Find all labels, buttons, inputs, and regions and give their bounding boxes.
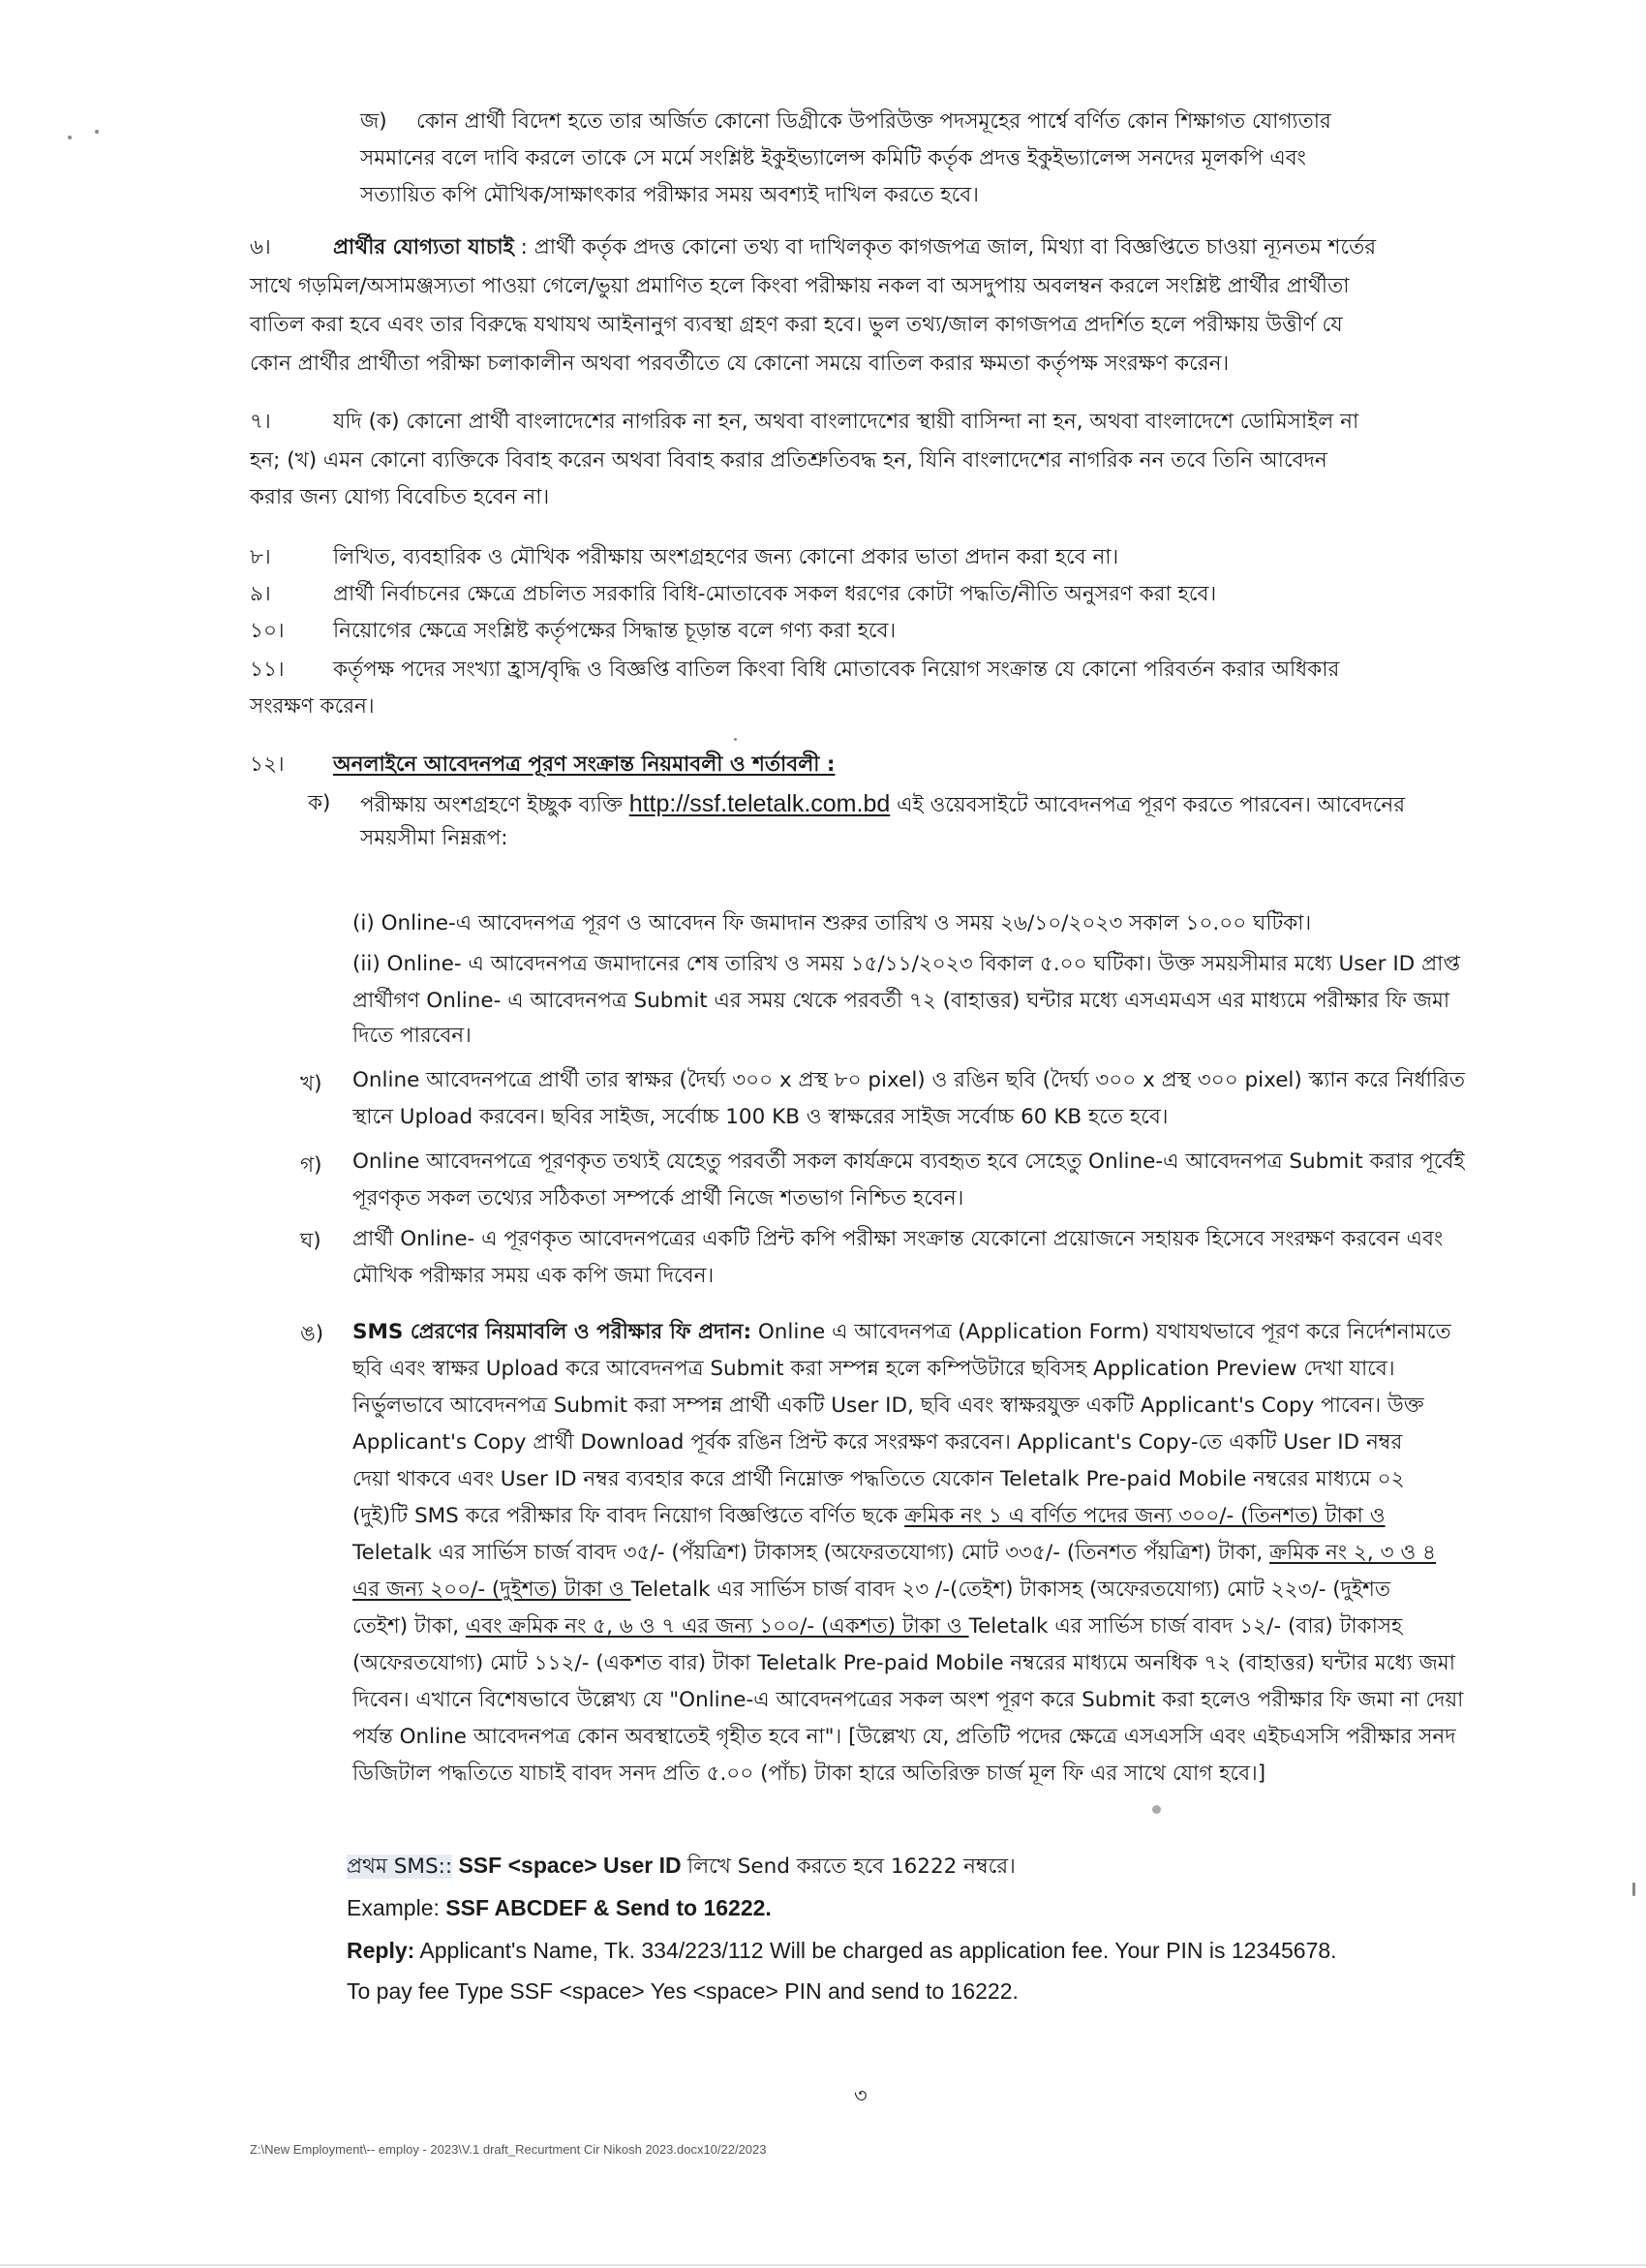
item-10-number: ১০। [250, 619, 285, 643]
item-7-number: ৭। [250, 410, 271, 434]
sms-rules-fee-text: এবং ক্রমিক নং ৫, ৬ ও ৭ এর জন্য ১০০/- (একশত) টাকা ও [465, 1614, 969, 1639]
item-12-heading: অনলাইনে আবেদনপত্র পূরণ সংক্রান্ত নিয়মাবলী ও শর্তাবলী : [333, 752, 836, 777]
item-12-ga-line: পূরণকৃত সকল তথ্যের সঠিকতা সম্পর্কে প্রার্থী নিজে শতভাগ নিশ্চিত হবেন। [352, 1186, 964, 1211]
item-9-number: ৯। [250, 582, 271, 606]
item-6-line: বাতিল করা হবে এবং তার বিরুদ্ধে যথাযথ আইনানুগ ব্যবস্থা গ্রহণ করা হবে। ভুল তথ্য/জাল কাগজপত্র প্রদর্শিত হলে পরীক্ষায় উত্তীর্ণ যে [250, 313, 1343, 337]
item-jha-line: কোন প্রার্থী বিদেশ হতে তার অর্জিত কোনো ডিগ্রীকে উপরিউক্ত পদসমূহের পার্শ্বে বর্ণিত কোন শিক্ষাগত যোগ্যতার [416, 109, 1331, 134]
example-value: SSF ABCDEF & Send to 16222. [445, 1895, 772, 1920]
sms-rules-line: পর্যন্ত Online আবেদনপত্র কোন অবস্থাতেই গৃহীত হবে না"। [উল্লেখ্য যে, প্রতিটি পদের ক্ষেত্রে এসএসসি এবং এইচএসসি পরীক্ষার সনদ [352, 1725, 1456, 1749]
reply-line [347, 1935, 1337, 1966]
item-6-line: কোন প্রার্থীর প্রার্থীতা পরীক্ষা চলাকালীন অথবা পরবর্তীতে যে কোনো সময়ে বাতিল করার ক্ষমতা কর্তৃপক্ষ সংরক্ষণ করেন। [250, 352, 1230, 376]
item-6-line: সাথে গড়মিল/অসামঞ্জস্যতা পাওয়া গেলে/ভুয়া প্রমাণিত হলে কিংবা পরীক্ষায় নকল বা অসদুপায় অবলম্বন করলে সংশ্লিষ্ট প্রার্থীর প্রার্থীতা [250, 274, 1350, 298]
footer-file-path: Z:\New Employment\-- employ - 2023\V.1 draft_Recurtment Cir Nikosh 2023.docx10/22/2023 [250, 2142, 767, 2157]
item-12-kha-marker: খ) [300, 1072, 322, 1096]
item-12-ka-line: সময়সীমা নিম্নরূপ: [360, 826, 508, 850]
item-jha-line: সত্যায়িত কপি মৌখিক/সাক্ষাৎকার পরীক্ষার সময় অবশ্যই দাখিল করতে হবে। [360, 183, 979, 207]
item-12-ka-pre: পরীক্ষায় অংশগ্রহণে ইচ্ছুক ব্যক্তি [360, 793, 629, 817]
item-jha-marker: জ) [360, 109, 387, 134]
item-6-line-rest: : প্রার্থী কর্তৃক প্রদত্ত কোনো তথ্য বা দাখিলকৃত কাগজপত্র জাল, মিথ্যা বা বিজ্ঞপ্তিতে চাওয়া ন্যূনতম শর্তের [513, 235, 1377, 260]
item-8-number: ৮। [250, 545, 271, 569]
start-date-line: (i) Online-এ আবেদনপত্র পূরণ ও আবেদন ফি জমাদান শুরুর তারিখ ও সময় ২৬/১০/২০২৩ সকাল ১০.০০ ঘটিকা। [352, 911, 1312, 935]
item-6-heading: প্রার্থীর যোগ্যতা যাচাই [333, 235, 514, 260]
sms-rules-line: ছবি এবং স্বাক্ষর Upload করে আবেদনপত্র Submit করা সম্পন্ন হলে কম্পিউটারে ছবিসহ Application Preview দেখা যাবে। [352, 1357, 1395, 1381]
sms-rules-text: Teletalk এর সার্ভিস চার্জ বাবদ ১২/- (বার) টাকাসহ [968, 1614, 1403, 1639]
scan-speck [95, 130, 99, 134]
first-sms-command: SSF <space> User ID [452, 1853, 687, 1878]
sms-rules-line: Applicant's Copy প্রার্থী Download পূর্বক রঙিন প্রিন্ট করে সংরক্ষণ করবেন। Applicant's Copy-তে একটি User ID নম্বর [352, 1430, 1403, 1455]
page-bottom-edge [0, 2264, 1646, 2266]
item-12-kha-line: স্থানে Upload করবেন। ছবির সাইজ, সর্বোচ্চ 100 KB ও স্বাক্ষরের সাইজ সর্বোচ্চ 60 KB হতে হবে। [352, 1105, 1169, 1129]
item-12-ka-line [360, 788, 1405, 821]
reply-text: Applicant's Name, Tk. 334/223/112 Will be charged as application fee. Your PIN is 12345678. [414, 1938, 1337, 1963]
reply-label: Reply: [347, 1938, 415, 1963]
sms-rules-line [352, 1501, 1386, 1532]
sms-rules-line [352, 1611, 1402, 1642]
item-9-text: প্রার্থী নির্বাচনের ক্ষেত্রে প্রচলিত সরকারি বিধি-মোতাবেক সকল ধরণের কোটা পদ্ধতি/নীতি অনুসরণ করা হবে। [333, 582, 1217, 606]
first-sms-rest: লিখে Send করতে হবে 16222 নম্বরে। [686, 1854, 1016, 1879]
scan-speck [68, 136, 72, 139]
end-date-line: প্রার্থীগণ Online- এ আবেদনপত্র Submit এর সময় থেকে পরবর্তী ৭২ (বাহাত্তর) ঘন্টার মধ্যে এসএমএস এর মাধ্যমে পরীক্ষার ফি জমা [352, 989, 1450, 1013]
sms-rules-heading: SMS প্রেরণের নিয়মাবলি ও পরীক্ষার ফি প্রদান: [352, 1320, 752, 1344]
sms-rules-line: (অফেরতযোগ্য) মোট ১১২/- (একশত বার) টাকা Teletalk Pre-paid Mobile নম্বরের মাধ্যমে অনধিক ৭২ (বাহাত্তর) ঘন্টার মধ্যে জমা [352, 1651, 1455, 1675]
item-8-text: লিখিত, ব্যবহারিক ও মৌখিক পরীক্ষায় অংশগ্রহণের জন্য কোনো প্রকার ভাতা প্রদান করা হবে না। [333, 545, 1119, 569]
sms-rules-line [352, 1538, 1436, 1569]
sms-rules-text: তেইশ) টাকা, [352, 1614, 466, 1639]
example-label: Example: [347, 1895, 446, 1920]
sms-rules-text: Teletalk এর সার্ভিস চার্জ বাবদ ২৩ /-(তেইশ) টাকাসহ (অফেরতযোগ্য) মোট ২২৩/- (দুইশত [630, 1578, 1391, 1602]
sms-rules-line: নির্ভুলভাবে আবেদনপত্র Submit করা সম্পন্ন প্রার্থী একটি User ID, ছবি এবং স্বাক্ষরযুক্ত একটি Applicant's Copy পাবেন। উক্ত [352, 1394, 1424, 1418]
item-jha-line: সমমানের বলে দাবি করলে তাকে সে মর্মে সংশ্লিষ্ট ইকুইভ্যালেন্স কমিটি কর্তৃক প্রদত্ত ইকুইভ্যালেন্স সনদের মূলকপি এবং [360, 146, 1306, 170]
item-12-ka-marker: ক) [308, 791, 331, 815]
item-12-ga-line: Online আবেদনপত্রে পূরণকৃত তথ্যই যেহেতু পরবর্তী সকল কার্যক্রমে ব্যবহৃত হবে সেহেতু Online-এ আবেদনপত্র Submit করার পূর্বেই [352, 1149, 1465, 1174]
sms-rules-fee-text: ক্রমিক নং ১ এ বর্ণিত পদের জন্য ৩০০/- (তিনশত) টাকা ও [904, 1504, 1386, 1528]
item-7-line: করার জন্য যোগ্য বিবেচিত হবেন না। [250, 485, 550, 509]
item-12-ka-post: এই ওয়েবসাইটে আবেদনপত্র পূরণ করতে পারবেন। আবেদনের [890, 793, 1406, 817]
item-12-ga-marker: গ) [300, 1153, 322, 1178]
item-10-text: নিয়োগের ক্ষেত্রে সংশ্লিষ্ট কর্তৃপক্ষের সিদ্ধান্ত চূড়ান্ত বলে গণ্য করা হবে। [333, 619, 897, 643]
scan-speck [734, 738, 737, 741]
item-11-text: সংরক্ষণ করেন। [250, 694, 375, 719]
sms-rules-line: ডিজিটাল পদ্ধতিতে যাচাই বাবদ সনদ প্রতি ৫.০০ (পাঁচ) টাকা হারে অতিরিক্ত চার্জ মূল ফি এর সাথে যোগ হবে।] [352, 1762, 1266, 1786]
item-12-gha-line: প্রার্থী Online- এ পূরণকৃত আবেদনপত্রের একটি প্রিন্ট কপি পরীক্ষা সংক্রান্ত যেকোনো প্রয়োজনে সহায়ক হিসেবে সংরক্ষণ করবেন এবং [352, 1227, 1444, 1251]
item-7-line: হন; (খ) এমন কোনো ব্যক্তিকে বিবাহ করেন অথবা বিবাহ করার প্রতিশ্রুতিবদ্ধ হন, যিনি বাংলাদেশের নাগরিক নন তবে তিনি আবেদন [250, 448, 1327, 473]
item-6-line [333, 232, 1376, 263]
application-website-link[interactable]: http://ssf.teletalk.com.bd [628, 790, 891, 817]
example-line [347, 1892, 772, 1923]
sms-rules-line [352, 1575, 1390, 1606]
item-6-number: ৬। [250, 235, 271, 260]
item-12-uma-marker: ঙ) [300, 1322, 324, 1346]
sms-rules-fee-text: এর জন্য ২০০/- (দুইশত) টাকা ও [352, 1578, 631, 1602]
reply-line: To pay fee Type SSF <space> Yes <space> PIN and send to 16222. [347, 1978, 1019, 2004]
scan-speck [1152, 1805, 1161, 1814]
first-sms-line [347, 1850, 1016, 1883]
sms-rules-fee-text: ক্রমিক নং ২, ৩ ও ৪ [1269, 1541, 1436, 1565]
sms-rules-line-rest: Online এ আবেদনপত্র (Application Form) যথাযথভাবে পূরণ করে নির্দেশনামতে [751, 1320, 1451, 1344]
end-date-line: দিতে পারবেন। [352, 1024, 472, 1048]
item-12-gha-marker: ঘ) [300, 1229, 321, 1253]
item-12-kha-line: Online আবেদনপত্রে প্রার্থী তার স্বাক্ষর (দৈর্ঘ্য ৩০০ x প্রস্থ ৮০ pixel) ও রঙিন ছবি (দৈর্ঘ্য ৩০০ x প্রস্থ ৩০০ pixel) স্ক্যান করে নির্ধারিত [352, 1068, 1465, 1092]
item-11-text: কর্তৃপক্ষ পদের সংখ্যা হ্রাস/বৃদ্ধি ও বিজ্ঞপ্তি বাতিল কিংবা বিধি মোতাবেক নিয়োগ সংক্রান্ত যে কোনো পরিবর্তন করার অধিকার [333, 658, 1340, 682]
sms-rules-line: দিবেন। এখানে বিশেষভাবে উল্লেখ্য যে "Online-এ আবেদনপত্রের সকল অংশ পূরণ করে Submit করা হলেও পরীক্ষার ফি জমা না দেয়া [352, 1688, 1464, 1712]
item-7-line: যদি (ক) কোনো প্রার্থী বাংলাদেশের নাগরিক না হন, অথবা বাংলাদেশের স্থায়ী বাসিন্দা না হন, অথবা বাংলাদেশে ডোমিসাইল না [333, 410, 1359, 434]
item-12-gha-line: মৌখিক পরীক্ষার সময় এক কপি জমা দিবেন। [352, 1264, 715, 1288]
first-sms-label: প্রথম SMS:: [347, 1854, 453, 1879]
item-12-number: ১২। [250, 752, 285, 777]
sms-rules-text: Teletalk এর সার্ভিস চার্জ বাবদ ৩৫/- (পঁয়ত্রিশ) টাকাসহ (অফেরতযোগ্য) মোট ৩৩৫/- (তিনশত পঁয়ত্রিশ) টাকা, [352, 1541, 1270, 1565]
sms-rules-line [352, 1317, 1451, 1348]
scan-speck [1632, 1883, 1635, 1896]
sms-rules-line: দেয়া থাকবে এবং User ID নম্বর ব্যবহার করে প্রার্থী নিম্নোক্ত পদ্ধতিতে যেকোন Teletalk Pre-paid Mobile নম্বরের মাধ্যমে ০২ [352, 1467, 1405, 1491]
sms-rules-text: (দুই)টি SMS করে পরীক্ষার ফি বাবদ নিয়োগ বিজ্ঞপ্তিতে বর্ণিত ছকে [352, 1504, 905, 1528]
end-date-line: (ii) Online- এ আবেদনপত্র জমাদানের শেষ তারিখ ও সময় ১৫/১১/২০২৩ বিকাল ৫.০০ ঘটিকা। উক্ত সময়সীমার মধ্যে User ID প্রাপ্ত [352, 952, 1461, 976]
item-11-number: ১১। [250, 658, 285, 682]
page-number: ৩ [854, 2084, 868, 2107]
